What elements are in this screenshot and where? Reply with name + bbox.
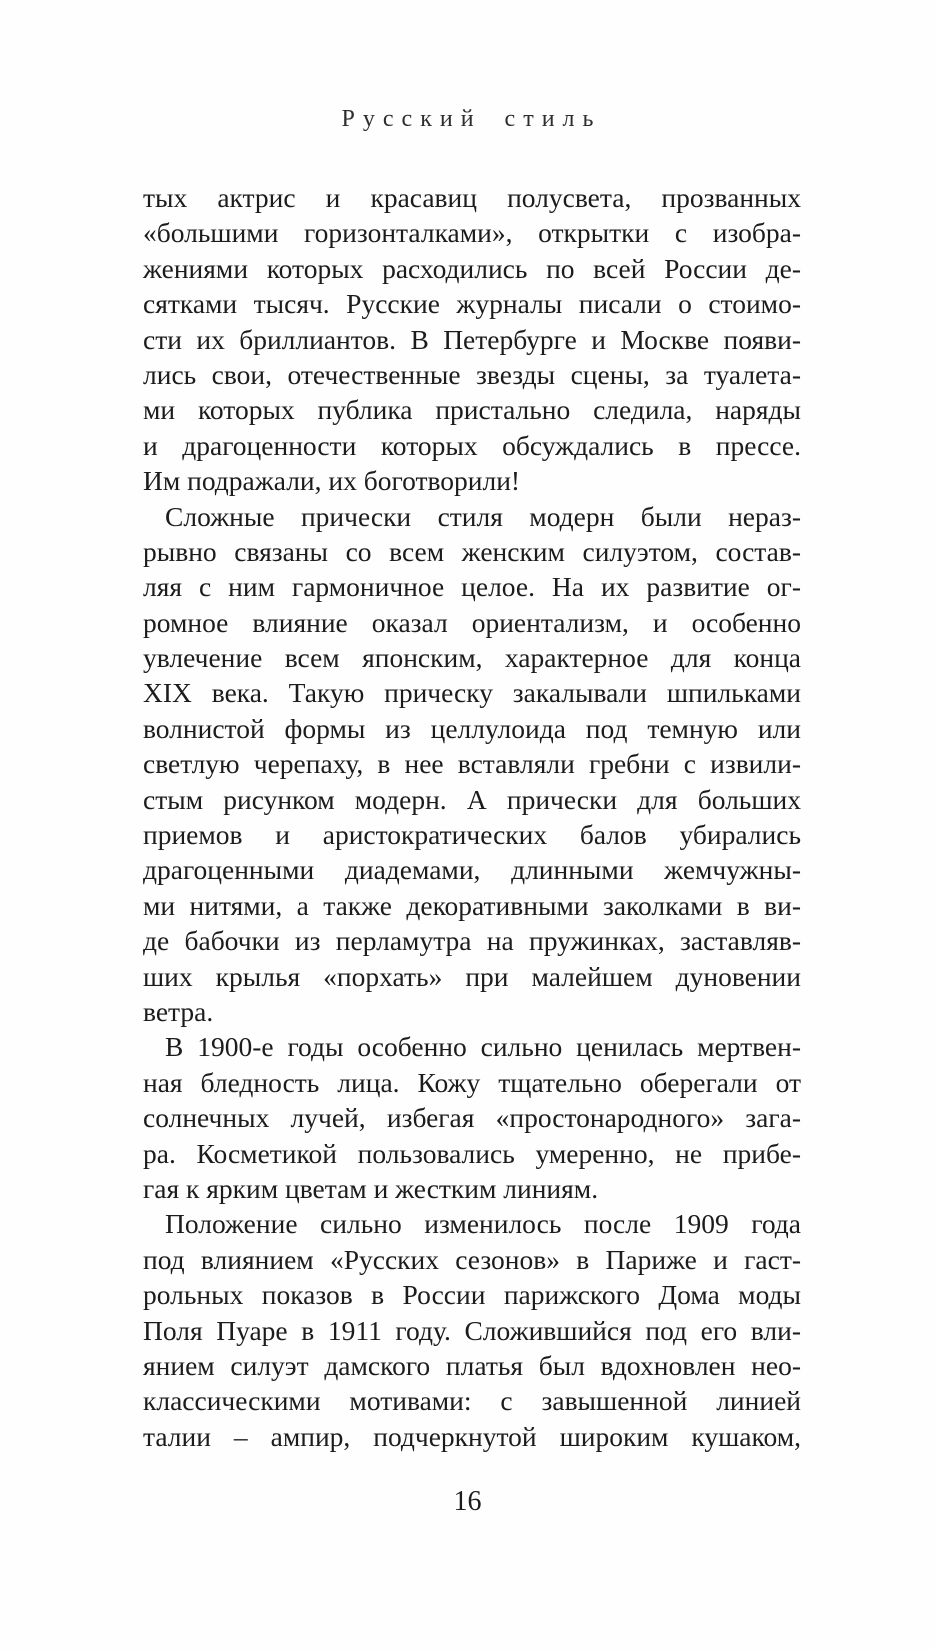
- text-line: Сложные прически стиля модерн были нераз-: [165, 500, 801, 532]
- text-line: и драгоценности которых обсуждались в прессе.: [143, 429, 801, 461]
- text-line: Им подражали, их боготворили!: [143, 465, 521, 497]
- text-line: стым рисунком модерн. А прически для больших: [143, 783, 801, 815]
- text-line: ная бледность лица. Кожу тщательно оберегали от: [143, 1066, 801, 1098]
- text-line: светлую черепаху, в нее вставляли гребни с извили-: [143, 748, 801, 780]
- text-line: ляя с ним гармоничное целое. На их развитие ог-: [143, 571, 801, 603]
- text-line: лись свои, отечественные звезды сцены, за туалета-: [143, 358, 801, 390]
- text-line: рывно связаны со всем женским силуэтом, состав-: [143, 535, 801, 567]
- text-line: приемов и аристократических балов убирались: [143, 819, 801, 851]
- text-line: волнистой формы из целлулоида под темную или: [143, 712, 801, 744]
- text-line: ших крылья «порхать» при малейшем дуновении: [143, 960, 801, 992]
- text-line: под влиянием «Русских сезонов» в Париже и гаст-: [143, 1243, 801, 1275]
- text-line: увлечение всем японским, характерное для конца: [143, 642, 801, 674]
- text-line: гая к ярким цветам и жестким линиям.: [143, 1172, 599, 1204]
- running-header: Русский стиль: [341, 106, 602, 132]
- text-line: драгоценными диадемами, длинными жемчужны-: [143, 854, 801, 886]
- text-line: классическими мотивами: с завышенной линией: [143, 1385, 801, 1417]
- text-line: тых актрис и красавиц полусвета, прозванных: [143, 182, 801, 213]
- text-line: XIX века. Такую прическу закалывали шпильками: [143, 677, 801, 709]
- text-line: «большими горизонталками», открытки с изобра-: [143, 217, 801, 249]
- text-line: ми которых публика пристально следила, наряды: [143, 394, 801, 426]
- body-text: [143, 180, 801, 1454]
- text-line: ветра.: [143, 995, 214, 1027]
- text-line: жениями которых расходились по всей России де-: [143, 252, 801, 284]
- text-line: ми нитями, а также декоративными заколками в ви-: [143, 889, 801, 921]
- text-line: талии – ампир, подчеркнутой широким кушаком,: [143, 1420, 801, 1452]
- text-line: де бабочки из перламутра на пружинках, заставляв-: [143, 925, 801, 957]
- text-line: солнечных лучей, избегая «простонародного» зага-: [143, 1102, 801, 1134]
- text-line: янием силуэт дамского платья был вдохновлен нео-: [143, 1349, 801, 1381]
- text-line: Поля Пуаре в 1911 году. Сложившийся под его вли-: [143, 1314, 801, 1346]
- page-number: 16: [453, 1486, 482, 1517]
- text-line: рольных показов в России парижского Дома моды: [143, 1279, 801, 1311]
- text-line: Положение сильно изменилось после 1909 года: [165, 1208, 801, 1240]
- text-line: сти их бриллиантов. В Петербурге и Москве появи-: [143, 323, 801, 355]
- text-line: сятками тысяч. Русские журналы писали о стоимо-: [143, 288, 801, 320]
- text-line: ромное влияние оказал ориентализм, и особенно: [143, 606, 801, 638]
- text-line: В 1900-е годы особенно сильно ценилась мертвен-: [165, 1031, 801, 1063]
- text-line: ра. Косметикой пользовались умеренно, не прибе-: [143, 1137, 801, 1169]
